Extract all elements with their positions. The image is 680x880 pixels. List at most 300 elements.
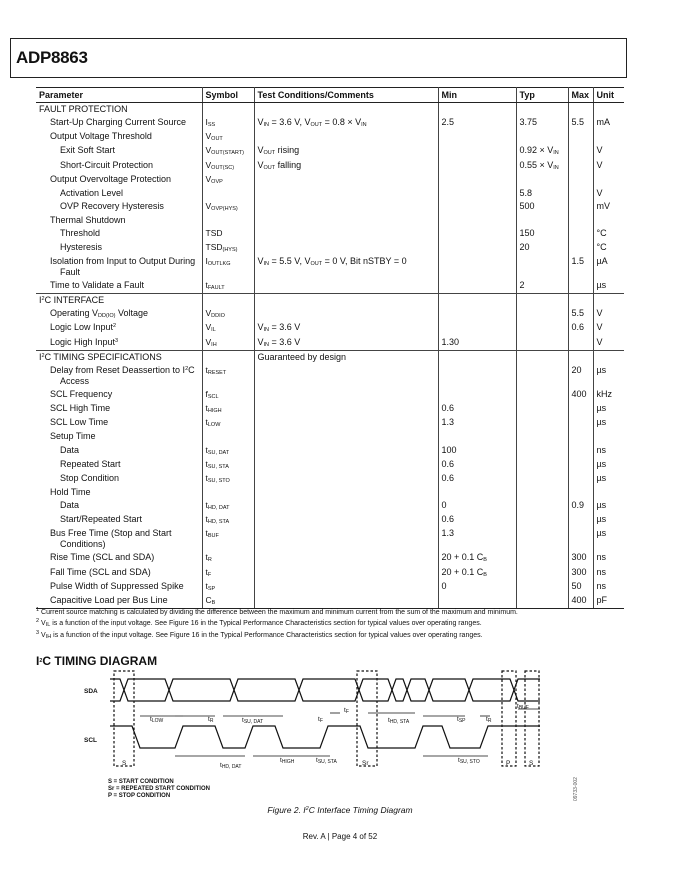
symbol-cell: $t_{SU, STO}$ [202, 472, 254, 486]
min-cell [438, 144, 516, 158]
parameter-cell: Hysteresis [36, 241, 202, 255]
max-cell [568, 159, 593, 173]
typ-cell: 5.8 [516, 187, 568, 200]
unit-cell: kHz [596, 389, 612, 399]
unit-cell: µs [596, 528, 607, 539]
figure-id: 09733-002 [573, 777, 579, 801]
conditions-cell [254, 187, 438, 200]
footnote: $^1$ Current source matching is calculated by dividing the difference between the maximum and minimum current from the sum of the maximum and minimum. [36, 607, 518, 616]
parameter-cell: OVP Recovery Hysteresis [36, 200, 202, 214]
conditions-cell [254, 364, 438, 388]
min-cell: 0.6 [438, 402, 516, 416]
min-cell [438, 241, 516, 255]
symbol-cell: $I_{OUTLKG}$ [202, 255, 254, 279]
typ-cell [516, 458, 568, 472]
typ-cell [516, 527, 568, 551]
conditions-cell [254, 279, 438, 294]
typ-cell: 500 [516, 200, 568, 214]
symbol-cell: $V_{IL}$ [202, 321, 254, 335]
conditions-cell [254, 472, 438, 486]
symbol-cell: $t_{HIGH}$ [202, 402, 254, 416]
parameter-cell: SCL Low Time [36, 416, 202, 430]
typ-cell [516, 402, 568, 416]
max-cell [568, 458, 593, 472]
min-cell [438, 173, 516, 187]
conditions-cell: Guaranteed by design [254, 350, 438, 364]
conditions-cell [254, 551, 438, 565]
max-cell [568, 513, 593, 527]
typ-cell [516, 350, 568, 364]
scl-waveform [110, 726, 540, 748]
typ-cell [516, 580, 568, 594]
t-high-label: tHIGH [280, 757, 295, 765]
unit-cell: µs [596, 417, 607, 428]
start-marker-2: S [529, 760, 534, 767]
conditions-cell [254, 513, 438, 527]
parameter-cell: Time to Validate a Fault [36, 279, 202, 294]
min-cell [438, 350, 516, 364]
unit-cell: µs [596, 458, 607, 469]
table-row [36, 566, 624, 580]
legend-start: S = START CONDITION [108, 779, 174, 785]
table-row [36, 472, 624, 486]
min-cell: 0.6 [438, 513, 516, 527]
table-row [36, 279, 624, 294]
table-row [36, 350, 624, 364]
max-cell: 400 [568, 594, 593, 609]
symbol-cell: $t_{BUF}$ [202, 527, 254, 551]
unit-cell [593, 294, 624, 308]
table-row [36, 294, 624, 308]
conditions-cell [254, 499, 438, 513]
max-cell [568, 472, 593, 486]
table-row [36, 527, 624, 551]
min-cell: 1.30 [438, 336, 516, 351]
conditions-cell [254, 402, 438, 416]
table-row [36, 580, 624, 594]
max-cell [568, 227, 593, 240]
max-cell [568, 294, 593, 308]
symbol-cell: $t_R$ [202, 551, 254, 565]
unit-cell: µs [596, 500, 607, 511]
table-row [36, 241, 624, 255]
parameter-cell: Hold Time [36, 486, 202, 499]
header-cell: Parameter [36, 88, 202, 103]
t-su-sto-label: tSU, STO [458, 757, 480, 765]
conditions-cell [254, 200, 438, 214]
table-row [36, 364, 624, 388]
typ-cell [516, 321, 568, 335]
symbol-cell: $t_F$ [202, 566, 254, 580]
max-cell [568, 144, 593, 158]
conditions-cell [254, 486, 438, 499]
symbol-cell [202, 350, 254, 364]
table-row [36, 307, 624, 321]
unit-cell: ns [596, 444, 607, 455]
max-cell [568, 279, 593, 294]
table-row [36, 103, 624, 117]
parameter-cell: Capacitive Load per Bus Line [36, 594, 202, 609]
max-cell: 50 [568, 580, 593, 594]
parameter-cell: $I^2C$ TIMING SPECIFICATIONS [36, 350, 202, 364]
symbol-cell: $t_{FAULT}$ [202, 279, 254, 294]
max-cell [568, 402, 593, 416]
typ-cell [516, 499, 568, 513]
typ-cell: $0.92 \times V_{IN}$ [516, 144, 568, 158]
min-cell [438, 430, 516, 443]
t-r-label: tR [208, 716, 214, 724]
unit-cell: ns [596, 580, 607, 591]
min-cell: 20 + 0.1 $C_B$ [438, 551, 516, 565]
start-marker: S [122, 760, 127, 767]
symbol-cell [202, 187, 254, 200]
unit-cell: V [596, 322, 603, 333]
max-cell [568, 350, 593, 364]
typ-cell [516, 551, 568, 565]
table-row [36, 486, 624, 499]
typ-cell [516, 336, 568, 351]
t-f-label: tF [318, 716, 323, 724]
symbol-cell: $t_{HD, DAT}$ [202, 499, 254, 513]
symbol-cell: $f_{SCL}$ [202, 388, 254, 402]
repeated-start-marker: Sr [362, 760, 369, 767]
table-row [36, 430, 624, 443]
typ-cell [516, 255, 568, 279]
typ-cell [516, 513, 568, 527]
table-header-row [36, 88, 624, 103]
min-cell: 1.3 [438, 527, 516, 551]
diagram-heading: $I^2C$ TIMING DIAGRAM [36, 654, 158, 668]
parameter-cell: Data [36, 499, 202, 513]
min-cell: 20 + 0.1 $C_B$ [438, 566, 516, 580]
symbol-cell [202, 103, 254, 117]
conditions-cell [254, 527, 438, 551]
typ-cell [516, 130, 568, 144]
max-cell [568, 444, 593, 458]
max-cell: 300 [568, 551, 593, 565]
typ-cell [516, 307, 568, 321]
table-row [36, 513, 624, 527]
max-cell: 5.5 [568, 116, 593, 130]
conditions-cell [254, 444, 438, 458]
parameter-cell: Logic High Input$^3$ [36, 336, 202, 351]
parameter-cell: Threshold [36, 227, 202, 240]
table-row [36, 458, 624, 472]
typ-cell [516, 472, 568, 486]
conditions-cell [254, 388, 438, 402]
min-cell [438, 227, 516, 240]
conditions-cell [254, 294, 438, 308]
max-cell [568, 130, 593, 144]
unit-cell: µA [596, 255, 608, 266]
min-cell [438, 364, 516, 388]
footnote: $^3$ $V_{IH}$ is a function of the input voltage. See Figure 16 in the Typical Performance Characteristics section for typical values over operating ranges. [36, 630, 483, 641]
parameter-cell: $I^2C$ INTERFACE [36, 294, 202, 308]
scl-label: SCL [84, 737, 97, 744]
symbol-cell: $C_B$ [202, 594, 254, 609]
conditions-cell: $V_{IN} = 3.6$ V [254, 336, 438, 351]
symbol-cell: $t_{SU, STA}$ [202, 458, 254, 472]
parameter-cell: Repeated Start [36, 458, 202, 472]
table-row [36, 499, 624, 513]
typ-cell [516, 416, 568, 430]
conditions-cell [254, 173, 438, 187]
unit-cell: µs [596, 364, 607, 375]
unit-cell: mA [596, 117, 610, 128]
symbol-cell: $V_{IH}$ [202, 336, 254, 351]
conditions-cell [254, 241, 438, 255]
conditions-cell [254, 430, 438, 443]
min-cell [438, 321, 516, 335]
min-cell: 0.6 [438, 472, 516, 486]
page-footer: Rev. A | Page 4 of 52 [302, 832, 378, 841]
unit-cell: µs [596, 403, 607, 414]
min-cell [438, 486, 516, 499]
unit-cell [593, 130, 624, 144]
table-row [36, 214, 624, 227]
typ-cell [516, 444, 568, 458]
t-su-sta-label: tSU, STA [316, 757, 337, 765]
t-hd-dat-label: tHD, DAT [220, 762, 242, 770]
table-row [36, 255, 624, 279]
symbol-cell [202, 430, 254, 443]
parameter-cell: SCL High Time [36, 402, 202, 416]
min-cell [438, 307, 516, 321]
parameter-cell: Delay from Reset Deassertion to $I^2C$ Access [36, 364, 202, 388]
min-cell [438, 103, 516, 117]
typ-cell: 20 [516, 241, 568, 255]
min-cell: 2.5 [438, 116, 516, 130]
unit-cell: V [596, 308, 603, 319]
parameter-cell: Data [36, 444, 202, 458]
typ-cell [516, 364, 568, 388]
parameter-cell: Pulse Width of Suppressed Spike [36, 580, 202, 594]
max-cell [568, 486, 593, 499]
t-sp-label: tSP [457, 716, 466, 724]
max-cell: 0.9 [568, 499, 593, 513]
max-cell: 0.6 [568, 321, 593, 335]
min-cell [438, 294, 516, 308]
unit-cell [593, 214, 624, 227]
table-row [36, 200, 624, 214]
typ-cell: 3.75 [516, 116, 568, 130]
table-row [36, 227, 624, 240]
symbol-cell: $I_{SS}$ [202, 116, 254, 130]
max-cell [568, 173, 593, 187]
min-cell: 0 [438, 499, 516, 513]
parameter-cell: Setup Time [36, 430, 202, 443]
sda-label: SDA [84, 688, 98, 695]
table-row [36, 388, 624, 402]
unit-cell: V [596, 336, 603, 347]
conditions-cell [254, 227, 438, 240]
parameter-cell: Exit Soft Start [36, 144, 202, 158]
t-f-label-2: tF [344, 707, 349, 715]
table-row [36, 173, 624, 187]
conditions-cell: $V_{OUT}$ falling [254, 159, 438, 173]
table-row [36, 402, 624, 416]
parameter-cell: Isolation from Input to Output During Fault [36, 255, 202, 279]
table-row [36, 159, 624, 173]
table-row [36, 444, 624, 458]
typ-cell [516, 486, 568, 499]
symbol-cell: $V_{OVP(HYS)}$ [202, 200, 254, 214]
table-body [36, 103, 624, 609]
legend-repeated-start: Sr = REPEATED START CONDITION [108, 786, 210, 792]
parameter-cell: Bus Free Time (Stop and Start Conditions) [36, 527, 202, 551]
typ-cell: $0.55 \times V_{IN}$ [516, 159, 568, 173]
min-cell [438, 255, 516, 279]
table-row [36, 116, 624, 130]
conditions-cell [254, 458, 438, 472]
max-cell: 20 [568, 364, 593, 388]
parameter-cell: Output Voltage Threshold [36, 130, 202, 144]
max-cell [568, 241, 593, 255]
header-cell: Symbol [202, 88, 254, 103]
unit-cell: V [596, 187, 603, 198]
parameter-cell: Start/Repeated Start [36, 513, 202, 527]
unit-cell: µs [596, 514, 607, 525]
unit-cell: µs [596, 279, 607, 290]
t-low-label: tLOW [150, 716, 164, 724]
symbol-cell: $t_{HD, STA}$ [202, 513, 254, 527]
header-cell: Min [438, 88, 516, 103]
header-cell: Max [568, 88, 593, 103]
max-cell [568, 214, 593, 227]
i2c-timing-diagram [70, 666, 590, 806]
min-cell: 0.6 [438, 458, 516, 472]
symbol-cell: $t_{LOW}$ [202, 416, 254, 430]
figure-caption: Figure 2. $I^2C$ Interface Timing Diagram [267, 805, 413, 815]
typ-cell [516, 173, 568, 187]
parameter-cell: Thermal Shutdown [36, 214, 202, 227]
unit-cell [593, 350, 624, 364]
min-cell [438, 214, 516, 227]
max-cell: 5.5 [568, 307, 593, 321]
unit-cell [593, 430, 624, 443]
t-buf-label: tBUF [517, 703, 529, 711]
parameter-cell: Output Overvoltage Protection [36, 173, 202, 187]
max-cell [568, 336, 593, 351]
symbol-cell: TSD [202, 227, 254, 240]
footnote: $^2$ $V_{IL}$ is a function of the input voltage. See Figure 16 in the Typical Performance Characteristics section for typical values over operating ranges. [36, 618, 482, 629]
min-cell [438, 388, 516, 402]
min-cell [438, 130, 516, 144]
header-cell: Test Conditions/Comments [254, 88, 438, 103]
min-cell: 1.3 [438, 416, 516, 430]
unit-cell: V [596, 159, 603, 170]
parameter-cell: Activation Level [36, 187, 202, 200]
symbol-cell: $V_{DDIO}$ [202, 307, 254, 321]
sda-waveform-low [110, 679, 540, 701]
table-row [36, 551, 624, 565]
document-title: ADP8863 [16, 48, 88, 67]
sda-waveform [110, 679, 540, 701]
parameter-cell: SCL Frequency [36, 388, 202, 402]
symbol-cell: $V_{OUT(SC)}$ [202, 159, 254, 173]
min-cell [438, 279, 516, 294]
unit-cell [593, 486, 624, 499]
max-cell [568, 187, 593, 200]
conditions-cell: $V_{OUT}$ rising [254, 144, 438, 158]
conditions-cell [254, 214, 438, 227]
table-row [36, 416, 624, 430]
conditions-cell [254, 103, 438, 117]
unit-cell: pF [593, 594, 624, 609]
min-cell [438, 159, 516, 173]
stop-marker: P [506, 760, 511, 767]
conditions-cell: $V_{IN} = 5.5$ V, $V_{OUT} = 0$ V, Bit nSTBY = 0 [254, 255, 438, 279]
symbol-cell: $V_{OVP}$ [202, 173, 254, 187]
max-cell: 1.5 [568, 255, 593, 279]
unit-cell: °C [596, 228, 607, 239]
unit-cell: °C [596, 241, 607, 252]
parameter-cell: Logic Low Input$^2$ [36, 321, 202, 335]
parameter-cell: Fall Time (SCL and SDA) [36, 566, 202, 580]
unit-cell: ns [596, 566, 607, 577]
t-hd-sta-label: tHD, STA [388, 717, 410, 725]
conditions-cell [254, 416, 438, 430]
conditions-cell [254, 580, 438, 594]
symbol-cell [202, 294, 254, 308]
specifications-table [36, 87, 624, 609]
unit-cell: V [596, 145, 603, 156]
symbol-cell: $V_{OUT(START)}$ [202, 144, 254, 158]
parameter-cell: Start-Up Charging Current Source [36, 116, 202, 130]
conditions-cell [254, 130, 438, 144]
t-su-dat-label: tSU, DAT [242, 717, 264, 725]
typ-cell [516, 294, 568, 308]
max-cell [568, 200, 593, 214]
parameter-cell: FAULT PROTECTION [36, 103, 202, 117]
typ-cell [516, 430, 568, 443]
unit-cell: mV [596, 201, 610, 212]
min-cell: 100 [438, 444, 516, 458]
symbol-cell: $t_{SU, DAT}$ [202, 444, 254, 458]
t-r-label-2: tR [486, 716, 492, 724]
legend-stop: P = STOP CONDITION [108, 793, 171, 799]
symbol-cell: $TSD_{(HYS)}$ [202, 241, 254, 255]
min-cell [438, 200, 516, 214]
conditions-cell [254, 566, 438, 580]
symbol-cell: $t_{SP}$ [202, 580, 254, 594]
parameter-cell: Short-Circuit Protection [36, 159, 202, 173]
unit-cell: ns [596, 552, 607, 563]
typ-cell [516, 388, 568, 402]
symbol-cell: $V_{OUT}$ [202, 130, 254, 144]
typ-cell [516, 214, 568, 227]
table-row [36, 187, 624, 200]
conditions-cell: $V_{IN} = 3.6$ V [254, 321, 438, 335]
max-cell [568, 430, 593, 443]
max-cell [568, 103, 593, 117]
min-cell: 0 [438, 580, 516, 594]
typ-cell: 150 [516, 227, 568, 240]
conditions-cell: $V_{IN} = 3.6$ V, $V_{OUT} = 0.8 \times V_{IN}$ [254, 116, 438, 130]
table-row [36, 144, 624, 158]
header-cell: Unit [593, 88, 624, 103]
title-box [10, 38, 627, 78]
min-cell [438, 187, 516, 200]
unit-cell [593, 103, 624, 117]
typ-cell [516, 566, 568, 580]
max-cell [568, 416, 593, 430]
typ-cell: 2 [516, 279, 568, 294]
parameter-cell: Rise Time (SCL and SDA) [36, 551, 202, 565]
typ-cell [516, 103, 568, 117]
conditions-cell [254, 307, 438, 321]
parameter-cell: Operating $V_{DD(IO)}$ Voltage [36, 307, 202, 321]
